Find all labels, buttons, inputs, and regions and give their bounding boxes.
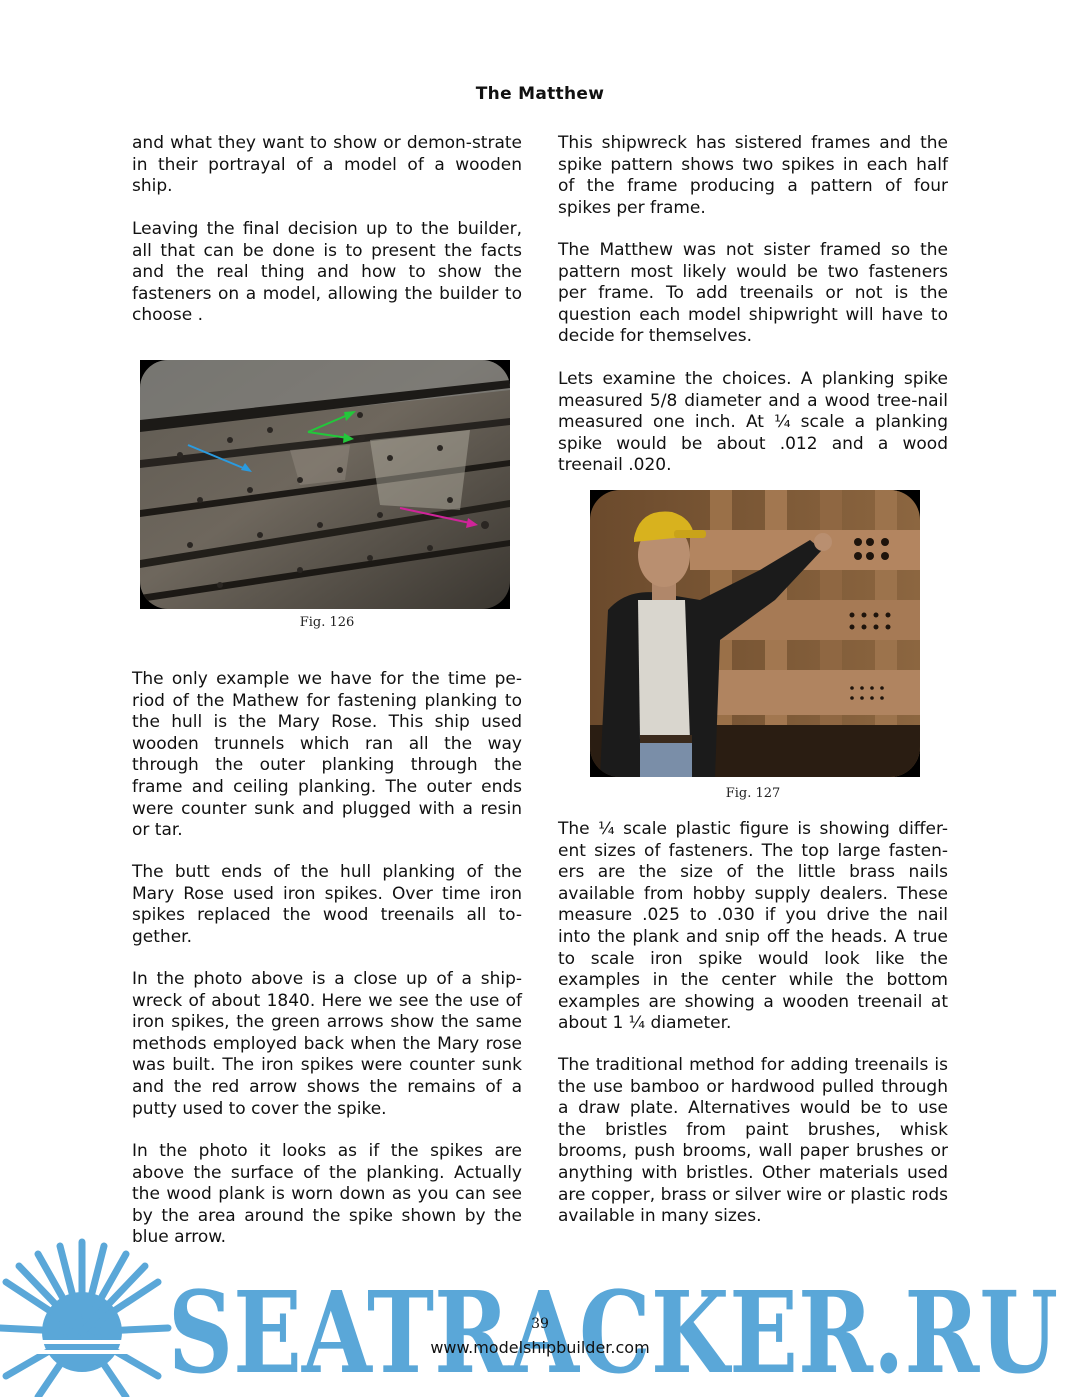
watermark-text: SEATRACKER.RU [168,1268,1058,1397]
paragraph: and what they want to show or demon-strate in their portrayal of a model of a wooden ship. [132,133,522,197]
paragraph: The Matthew was not sister framed so the pattern most likely would be two fasteners per frame. To add treenails or not is the question each model shipwright will have to decide for themselves. [558,240,948,347]
paragraph: The ¼ scale plastic figure is showing differ-ent sizes of fasteners. The top large fasten-ers are the size of the little brass nails available from hobby supply dealers. These measure .025 to .030 if you drive the nail into the plank and snip off the heads. A true to scale iron spike would look like the examples in the center while the bottom examples are showing a wooden treenail at about 1 ¼ diameter. [558,819,948,1034]
paragraph: Leaving the final decision up to the builder, all that can be done is to present the facts and the real thing and how to show the fasteners on a model, allowing the builder to choose . [132,219,522,326]
paragraph: The butt ends of the hull planking of the Mary Rose used iron spikes. Over time iron spikes replaced the wood treenails all to-gether. [132,862,522,947]
paragraph: This shipwreck has sistered frames and the spike pattern shows two spikes in each half of the frame producing a pattern of four spikes per frame. [558,133,948,218]
page-title: The Matthew [475,84,605,104]
paragraph: Lets examine the choices. A planking spike measured 5/8 diameter and a wood tree-nail measured one inch. At ¼ scale a planking spike would be about .012 and a wood treenail .020. [558,369,948,476]
figure-126-caption: Fig. 126 [299,615,355,630]
footer-url[interactable]: www.modelshipbuilder.com [430,1338,650,1357]
page-number: 39 [531,1316,549,1332]
paragraph: The only example we have for the time pe-riod of the Mathew for fastening planking to the hull is the Mary Rose. This ship used wooden trunnels which ran all the way through the outer planking through the frame and ceiling planking. The outer ends were counter sunk and plugged with a resin or tar. [132,669,522,841]
paragraph: The traditional method for adding treenails is the use bamboo or hardwood pulled through a draw plate. Alternatives would be to use the bristles from paint brushes, whisk brooms, push brooms, wall paper brushes or anything with bristles. Other materials used are copper, brass or silver wire or plastic rods available in many sizes. [558,1055,948,1227]
left-column [132,133,522,1253]
paragraph: In the photo it looks as if the spikes are above the surface of the planking. Actually the wood plank is worn down as you can see by the area around the spike shown by the blue arrow. [132,1141,522,1248]
figure-126-photo [140,360,510,609]
paragraph: In the photo above is a close up of a ship-wreck of about 1840. Here we see the use of iron spikes, the green arrows show the same methods employed back when the Mary rose was built. The iron spikes were counter sunk and the red arrow shows the remains of a putty used to cover the spike. [132,969,522,1119]
figure-127-photo [590,490,920,777]
figure-127-caption: Fig. 127 [725,786,781,801]
